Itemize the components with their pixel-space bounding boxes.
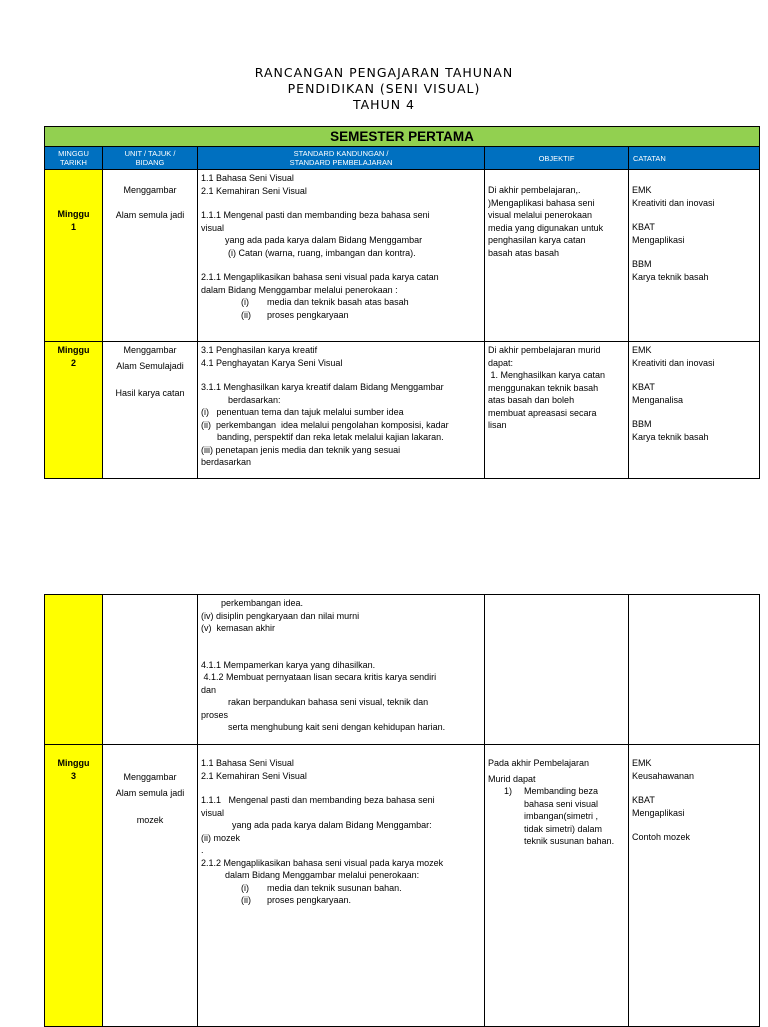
unit-text: Menggambar bbox=[123, 345, 177, 355]
objektif-line: imbangan(simetri , bbox=[524, 811, 599, 821]
standard-line: perkembangan idea. bbox=[221, 598, 304, 608]
standard-cell-continued bbox=[198, 595, 485, 745]
standard-line: (ii) bbox=[241, 895, 251, 905]
table-row-week-2 bbox=[45, 342, 760, 479]
catatan-line: Karya teknik basah bbox=[632, 431, 709, 442]
semester-title: SEMESTER PERTAMA bbox=[45, 127, 760, 147]
objektif-line: visual melalui penerokaan bbox=[488, 210, 593, 220]
header-minggu-label: MINGGU bbox=[58, 149, 89, 158]
header-standard bbox=[198, 147, 485, 170]
objektif-line: Di akhir pembelajaran murid bbox=[488, 345, 601, 355]
catatan-line: EMK bbox=[632, 345, 652, 355]
catatan-line: KBAT bbox=[632, 222, 655, 232]
plan-table-2 bbox=[44, 594, 760, 1027]
table-row-week-1 bbox=[45, 170, 760, 342]
objektif-cell-continued bbox=[485, 595, 629, 745]
unit-text: Alam semula jadi bbox=[115, 787, 185, 798]
standard-line: (i) penentuan tema dan tajuk melalui sumber idea bbox=[201, 407, 404, 417]
header-objektif: OBJEKTIF bbox=[485, 147, 629, 170]
unit-cell-continued bbox=[103, 595, 198, 745]
standard-line: dalam Bidang Menggambar melalui penerokaan : bbox=[201, 284, 398, 295]
standard-line: 2.1 Kemahiran Seni Visual bbox=[201, 770, 307, 781]
standard-cell-1 bbox=[198, 170, 485, 342]
standard-line: yang ada pada karya dalam Bidang Menggambar bbox=[225, 235, 423, 245]
catatan-cell-1 bbox=[629, 170, 760, 342]
catatan-line: Mengaplikasi bbox=[632, 234, 685, 245]
header-minggu bbox=[45, 147, 103, 170]
objektif-line: )Mengaplikasi bahasa seni bbox=[488, 197, 595, 208]
catatan-line: Kreativiti dan inovasi bbox=[632, 357, 715, 368]
objektif-line: tidak simetri) dalam bbox=[524, 823, 603, 834]
header-standard-label-2: STANDARD PEMBELAJARAN bbox=[289, 158, 393, 167]
objektif-cell-3 bbox=[485, 745, 629, 1027]
objektif-line: Membanding beza bbox=[524, 786, 599, 796]
standard-line: 3.1.1 Menghasilkan karya kreatif dalam Bidang Menggambar bbox=[201, 382, 444, 392]
standard-line: banding, perspektif dan reka letak melalui kajian lakaran. bbox=[217, 432, 444, 442]
standard-line: rakan berpandukan bahasa seni visual, teknik dan bbox=[228, 697, 429, 707]
standard-line: (i) bbox=[241, 297, 249, 307]
unit-text: Hasil karya catan bbox=[115, 388, 185, 398]
week-cell-2 bbox=[45, 342, 103, 479]
week-number: 1 bbox=[70, 221, 76, 232]
catatan-line: BBM bbox=[632, 419, 652, 429]
standard-line: (i) Catan (warna, ruang, imbangan dan kontra). bbox=[228, 247, 416, 258]
catatan-line: Keusahawanan bbox=[632, 770, 695, 781]
standard-line: 1.1.1 Mengenal pasti dan membanding beza bahasa seni bbox=[201, 210, 430, 220]
doc-title-line-3: TAHUN 4 bbox=[352, 97, 416, 112]
catatan-cell-2 bbox=[629, 342, 760, 479]
catatan-line: BBM bbox=[632, 259, 652, 269]
standard-line: (ii) bbox=[241, 309, 251, 320]
standard-line: proses pengkaryaan bbox=[267, 309, 349, 320]
week-cell-3 bbox=[45, 745, 103, 1027]
objektif-line: lisan bbox=[488, 420, 507, 430]
standard-line: visual bbox=[201, 222, 225, 233]
week-label: Minggu bbox=[57, 209, 90, 219]
objektif-line: 1) bbox=[504, 786, 513, 796]
standard-line: 1.1 Bahasa Seni Visual bbox=[201, 173, 294, 183]
catatan-line: Menganalisa bbox=[632, 394, 684, 405]
objektif-line: Pada akhir Pembelajaran bbox=[488, 758, 590, 768]
standard-line: 2.1 Kemahiran Seni Visual bbox=[201, 185, 307, 196]
objektif-line: bahasa seni visual bbox=[524, 798, 599, 809]
catatan-line: Karya teknik basah bbox=[632, 271, 709, 282]
objektif-line: basah atas basah bbox=[488, 247, 560, 258]
table-row-continued bbox=[45, 595, 760, 745]
week-label: Minggu bbox=[57, 345, 90, 355]
week-cell-1 bbox=[45, 170, 103, 342]
objektif-line: menggunakan teknik basah bbox=[488, 382, 599, 393]
header-catatan: CATATAN bbox=[629, 147, 760, 170]
catatan-line: KBAT bbox=[632, 382, 655, 392]
objektif-line: Di akhir pembelajaran,. bbox=[488, 185, 581, 195]
standard-line: 3.1 Penghasilan karya kreatif bbox=[201, 345, 318, 355]
catatan-line: EMK bbox=[632, 758, 652, 768]
unit-text: Menggambar bbox=[123, 185, 177, 195]
standard-line: (v) kemasan akhir bbox=[201, 623, 276, 633]
week-label: Minggu bbox=[57, 758, 90, 768]
header-unit bbox=[103, 147, 198, 170]
unit-text: Menggambar bbox=[123, 772, 177, 782]
table-row-week-3 bbox=[45, 745, 760, 1027]
header-tarikh-label: TARIKH bbox=[60, 158, 87, 167]
objektif-line: dapat: bbox=[488, 357, 514, 368]
standard-line: dalam Bidang Menggambar melalui penerokaan: bbox=[225, 870, 420, 880]
objektif-line: penghasilan karya catan bbox=[488, 235, 586, 245]
standard-line: yang ada pada karya dalam Bidang Menggambar: bbox=[232, 820, 432, 830]
catatan-line: KBAT bbox=[632, 795, 655, 805]
standard-cell-2 bbox=[198, 342, 485, 479]
objektif-line: atas basah dan boleh bbox=[488, 395, 575, 405]
header-row bbox=[45, 147, 760, 170]
catatan-line: Contoh mozek bbox=[632, 832, 691, 842]
catatan-line: Mengaplikasi bbox=[632, 807, 685, 818]
standard-line: 4.1.2 Membuat pernyataan lisan secara kritis karya sendiri bbox=[201, 672, 437, 682]
standard-line: 1.1.1 Mengenal pasti dan membanding beza bahasa seni bbox=[201, 795, 435, 805]
standard-line: (iii) penetapan jenis media dan teknik yang sesuai bbox=[201, 444, 401, 455]
unit-cell-3 bbox=[103, 745, 198, 1027]
objektif-line: 1. Menghasilkan karya catan bbox=[488, 370, 606, 380]
catatan-line: EMK bbox=[632, 185, 652, 195]
unit-cell-2 bbox=[103, 342, 198, 479]
catatan-cell-continued bbox=[629, 595, 760, 745]
standard-line: media dan teknik susunan bahan. bbox=[267, 882, 402, 893]
catatan-line: Kreativiti dan inovasi bbox=[632, 197, 715, 208]
week-number: 2 bbox=[70, 357, 76, 368]
objektif-line: Murid dapat bbox=[488, 773, 536, 784]
objektif-cell-2 bbox=[485, 342, 629, 479]
objektif-line: media yang digunakan untuk bbox=[488, 222, 604, 233]
standard-line: berdasarkan bbox=[201, 457, 252, 467]
unit-text: Alam semula jadi bbox=[115, 209, 185, 220]
standard-line: 2.1.2 Mengaplikasikan bahasa seni visual pada karya mozek bbox=[201, 857, 444, 868]
standard-line: . bbox=[201, 845, 204, 855]
week-cell-continued bbox=[45, 595, 103, 745]
objektif-line: membuat apreasasi secara bbox=[488, 407, 597, 418]
standard-line: berdasarkan: bbox=[228, 394, 281, 405]
catatan-cell-3 bbox=[629, 745, 760, 1027]
unit-text: Alam Semulajadi bbox=[116, 360, 184, 371]
standard-line: 4.1 Penghayatan Karya Seni Visual bbox=[201, 357, 343, 368]
standard-line: media dan teknik basah atas basah bbox=[267, 297, 409, 307]
doc-title-line-1: RANCANGAN PENGAJARAN TAHUNAN bbox=[254, 65, 514, 80]
header-unit-label: UNIT / TAJUK / bbox=[124, 149, 176, 158]
standard-line: 1.1 Bahasa Seni Visual bbox=[201, 758, 294, 768]
header-bidang-label: BIDANG bbox=[135, 158, 165, 167]
standard-line: (ii) mozek bbox=[201, 832, 241, 843]
standard-line: 2.1.1 Mengaplikasikan bahasa seni visual pada karya catan bbox=[201, 272, 439, 282]
standard-line: 4.1.1 Mempamerkan karya yang dihasilkan. bbox=[201, 659, 376, 670]
objektif-cell-1 bbox=[485, 170, 629, 342]
standard-line: serta menghubung kait seni dengan kehidupan harian. bbox=[228, 722, 446, 732]
standard-line: proses pengkaryaan. bbox=[267, 895, 352, 905]
unit-cell-1 bbox=[103, 170, 198, 342]
objektif-line: teknik susunan bahan. bbox=[524, 836, 615, 846]
week-number: 3 bbox=[70, 770, 76, 781]
unit-text: mozek bbox=[136, 815, 164, 825]
standard-line: dan bbox=[201, 684, 217, 695]
plan-table-1 bbox=[44, 126, 760, 479]
standard-line: visual bbox=[201, 807, 225, 818]
doc-title-line-2: PENDIDIKAN (SENI VISUAL) bbox=[287, 81, 481, 96]
standard-line: (ii) perkembangan idea melalui pengolahan komposisi, kadar bbox=[201, 419, 449, 430]
standard-cell-3 bbox=[198, 745, 485, 1027]
standard-line: proses bbox=[201, 709, 229, 720]
header-standard-label-1: STANDARD KANDUNGAN / bbox=[293, 149, 389, 158]
standard-line: (iv) disiplin pengkaryaan dan nilai murni bbox=[201, 610, 360, 621]
standard-line: (i) bbox=[241, 882, 249, 893]
